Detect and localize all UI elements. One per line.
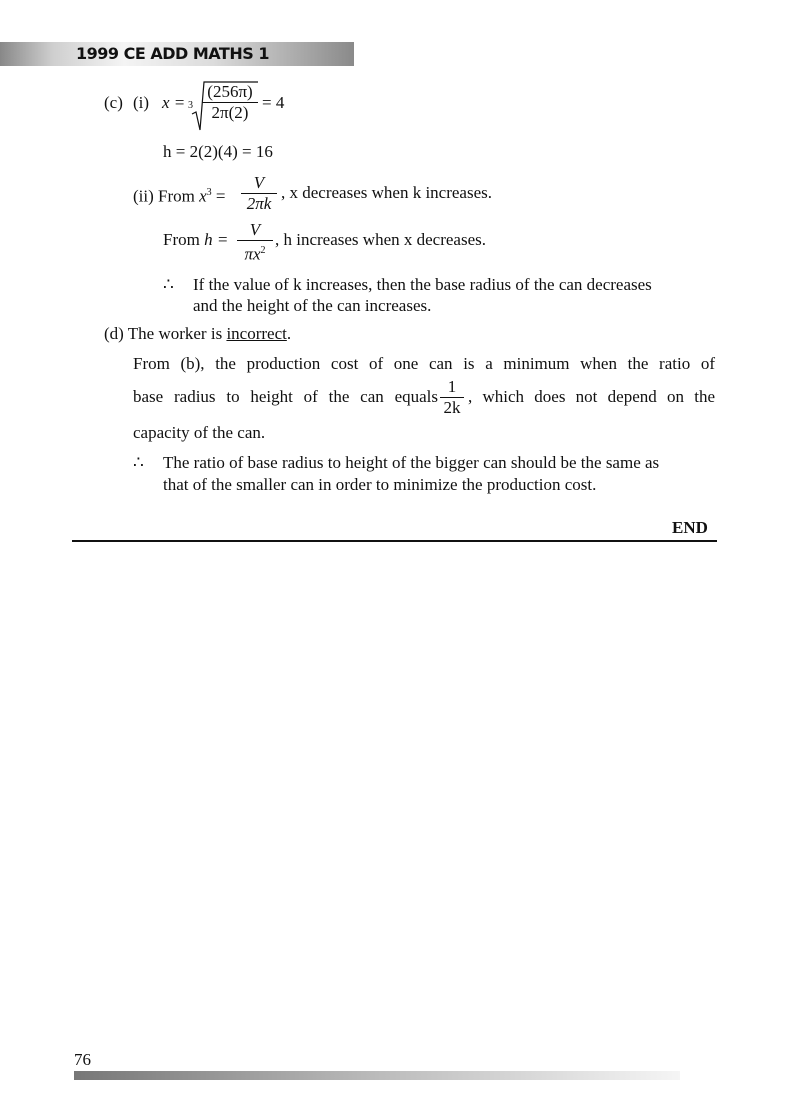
part-c-i-label: (i) xyxy=(133,93,150,112)
d-line-1: From (b), the production cost of one can is a minimum when the ratio of xyxy=(133,354,715,373)
fraction-1-2k: $\frac{1}{2k}$ xyxy=(440,377,464,418)
h-equation: h = 2(2)(4) = 16 xyxy=(163,142,273,161)
end-label: END xyxy=(672,518,708,537)
page-number: 76 xyxy=(74,1050,91,1069)
conclusion-c-1: If the value of k increases, then the base radius of the can decreases xyxy=(193,275,652,294)
header-bar xyxy=(0,42,354,66)
from-h-rest: , h increases when x decreases. xyxy=(275,230,486,249)
d-line-3: capacity of the can. xyxy=(133,423,266,442)
part-d-label: (d) The worker is incorrect. xyxy=(104,324,292,343)
x-eq: x = xyxy=(162,93,186,112)
part-c-label: (c) xyxy=(104,93,123,112)
therefore-symbol: ∴ xyxy=(133,453,144,472)
fraction-v-2pik: $\frac{V}{2\pi k}$ xyxy=(241,173,277,214)
conclusion-d-1: The ratio of base radius to height of the bigger can should be the same as xyxy=(163,453,660,472)
fraction-c-i: $\frac{(256\pi)}{2\pi(2)}$ xyxy=(202,82,258,123)
header-title: 1999 CE ADD MATHS 1 xyxy=(76,44,269,63)
d-line-2a: base radius to height of the can equals xyxy=(133,387,438,406)
root-index: 3 xyxy=(188,100,193,111)
therefore-symbol: ∴ xyxy=(163,275,174,294)
part-c-ii: (ii) From $x^3$ = xyxy=(133,186,226,206)
result-4: = 4 xyxy=(262,93,285,112)
ii-rest: , x decreases when k increases. xyxy=(281,183,492,202)
footer-bar xyxy=(74,1071,680,1080)
end-rule xyxy=(72,540,717,542)
conclusion-c-2: and the height of the can increases. xyxy=(193,296,432,315)
d-line-2b: , which does not depend on the xyxy=(468,387,715,406)
from-h: From h = xyxy=(163,230,229,249)
conclusion-d-2: that of the smaller can in order to minimize the production cost. xyxy=(163,475,597,494)
fraction-v-pix2: $\frac{V}{\pi x^2}$ xyxy=(237,220,273,265)
